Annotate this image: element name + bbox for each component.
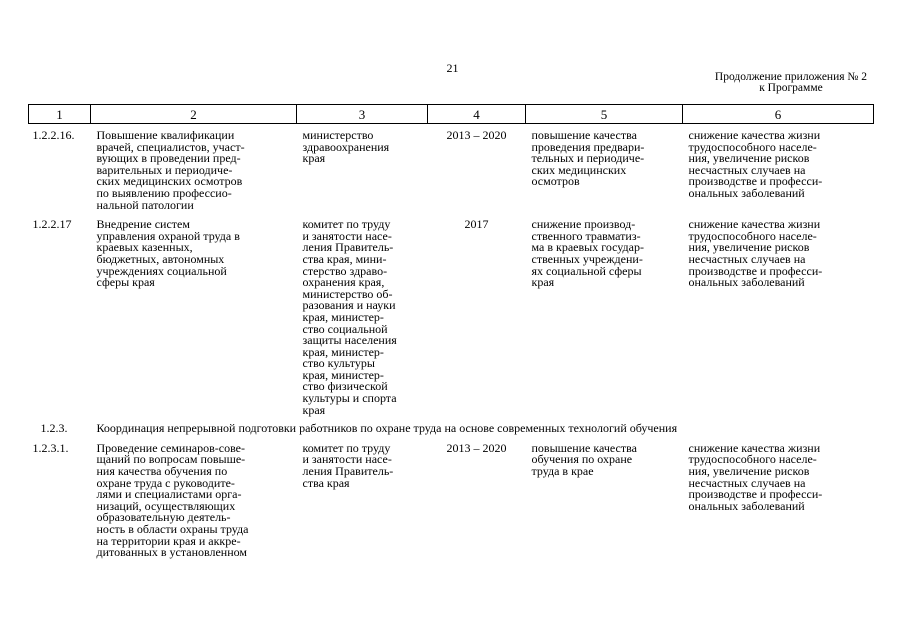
appendix-note-line2: к Программе	[759, 82, 823, 94]
column-header-1: 1	[29, 105, 91, 124]
period-cell: 2013 – 2020	[446, 128, 507, 142]
result-cell: повышение качества проведения предвари- тельных и периодиче- ских медицинских осмотров	[531, 128, 645, 189]
table-row	[29, 124, 874, 214]
header-row	[29, 105, 874, 124]
consequence-cell: снижение качества жизни трудоспособного населе- ния, увеличение рисков несчастных случаев на производстве и професси- ональных заболеваний	[688, 128, 823, 200]
activity-cell: Проведение семинаров-сове- щаний по вопросам повыше- ния качества обучения по охране труда с руководите- лями и специалистами орга- низаций, осуществляющих образовательную деятель- ность в области охраны труда на территории края и аккре- дитованных в установленном	[96, 440, 249, 560]
result-cell: снижение производ- ственного травматиз- ма в краевых государ- ственных учреждени- ях социальной сферы края	[531, 217, 644, 290]
section-title: Координация непрерывной подготовки работников по охране труда на основе современных технологий обучения	[96, 421, 678, 436]
activity-cell: Повышение квалификации врачей, специалистов, участ- вующих в проведении пред- варительных и периодиче- ских медицинских осмотров по выявлению профессио- нальной патологии	[96, 128, 245, 212]
column-header-6: 6	[683, 105, 874, 124]
appendix-note-line1: Продолжение приложения № 2	[714, 71, 867, 83]
section-number: 1.2.3.	[40, 421, 68, 436]
consequence-cell: снижение качества жизни трудоспособного населе- ния, увеличение рисков несчастных случаев на производстве и професси- ональных заболеваний	[688, 217, 823, 290]
executor-cell: комитет по труду и занятости насе- ления Правитель- ства края	[302, 440, 394, 490]
row-number: 1.2.2.16.	[32, 128, 75, 142]
activity-cell: Внедрение систем управления охраной труда в краевых казенных, бюджетных, автономных учреждениях социальной сферы края	[96, 217, 240, 290]
section-row	[29, 418, 874, 437]
period-cell: 2013 – 2020	[446, 440, 507, 455]
program-table	[28, 104, 874, 561]
row-number: 1.2.2.17	[32, 217, 72, 232]
executor-cell: министерство здравоохранения края	[302, 128, 390, 166]
column-header-3: 3	[297, 105, 428, 124]
period-cell: 2017	[464, 217, 489, 232]
row-number: 1.2.3.1.	[32, 440, 69, 455]
executor-cell: комитет по труду и занятости насе- ления Правитель- ства края, мини- стерство здраво- охранения края, министерство об- разования и науки края, министер- ство социальной защиты населения края, министер- ство культуры края, министер- ство физической культуры и спорта края	[302, 217, 397, 417]
column-header-4: 4	[428, 105, 526, 124]
column-header-2: 2	[91, 105, 297, 124]
appendix-note	[715, 72, 867, 94]
table-row	[29, 437, 874, 561]
column-header-5: 5	[526, 105, 683, 124]
consequence-cell: снижение качества жизни трудоспособного населе- ния, увеличение рисков несчастных случаев на производстве и професси- ональных заболеваний	[688, 440, 823, 513]
page-number: 21	[446, 61, 459, 75]
result-cell: повышение качества обучения по охране труда в крае	[531, 440, 637, 479]
table-row	[29, 213, 874, 418]
